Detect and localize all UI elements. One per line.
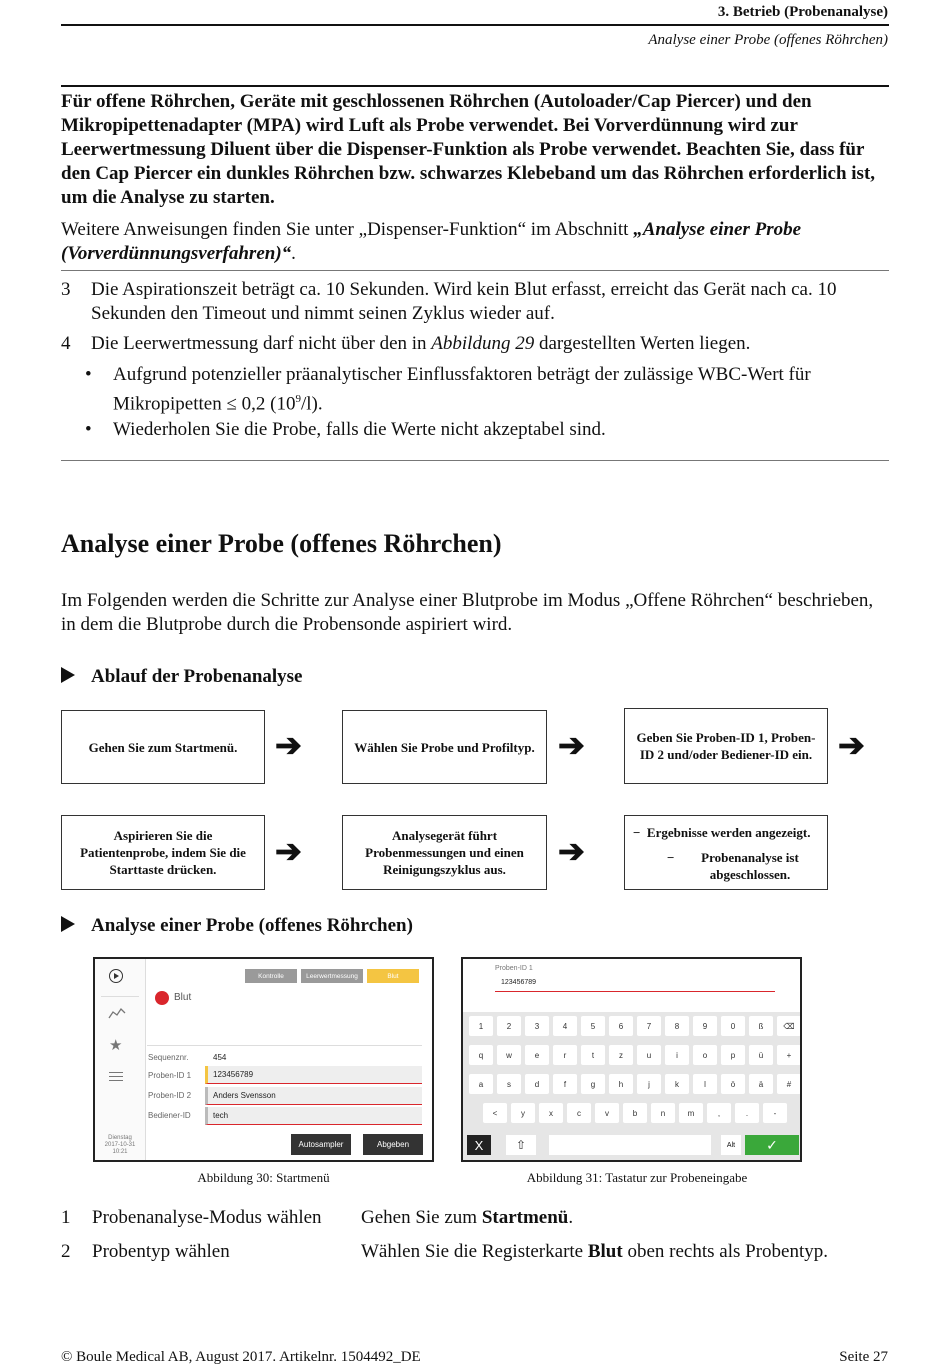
step-text: Die Aspirationszeit beträgt ca. 10 Sekunden. Wird kein Blut erfasst, erreicht das Gerät nach ca. 10 Sekunden den Timeout und nimmt seinen Zyklus wieder auf. [91,279,837,324]
table-row-num: 2 [61,1241,71,1262]
bullet-text: Aufgrund potenzieller präanalytischer Einflussfaktoren beträgt der zulässige WBC-Wert für Mikropipetten ≤ 0,2 $(10^9/l)$. [113,364,811,415]
keyboard-key[interactable]: r [553,1045,577,1065]
bullet-item [85,363,885,416]
keyboard-key[interactable]: ß [749,1016,773,1036]
section-header: Analyse einer Probe (offenes Röhrchen) [648,32,888,48]
keyboard-key[interactable]: ⌫ [777,1016,801,1036]
bold-note: Für offene Röhrchen, Geräte mit geschlossenen Röhrchen (Autoloader/Cap Piercer) und den Mikropipettenadapter (MPA) wird Luft als Probe verwendet. Bei Vorverdünnung wird zur Leerwertmessung Diluent über die Dispenser-Funktion als Probe verwendet. Beachten Sie, dass für den Cap Piercer ein dunkles Röhrchen bzw. schwarzes Klebeband um das Röhrchen erforderlich ist, um die Analyse zu starten. [61,91,876,208]
flow-step-6 [624,815,828,890]
keyboard-key[interactable]: f [553,1074,577,1094]
field-label: Sequenznr. [148,1053,189,1062]
menu-icon[interactable] [109,1072,123,1081]
flow-step-2: Wählen Sie Probe und Profiltyp. [342,710,547,784]
field-label: Proben-ID 1 [148,1071,192,1080]
keyboard-key[interactable]: x [539,1103,563,1123]
keyboard-key[interactable]: 8 [665,1016,689,1036]
star-icon[interactable]: ★ [109,1037,123,1054]
keyboard-key[interactable]: 2 [497,1016,521,1036]
flow-step-4: Aspirieren Sie die Patientenprobe, indem Sie die Starttaste drücken. [61,815,265,890]
reference-paragraph [61,218,889,266]
keyboard-key[interactable]: d [525,1074,549,1094]
divider [61,460,889,461]
keyboard-key[interactable]: 7 [637,1016,661,1036]
step-number: 4 [61,333,71,354]
date-time: Dienstag 2017-10-31 10:21 [104,1135,136,1155]
confirm-key[interactable]: ✓ [745,1135,799,1155]
bullet-icon: • [85,364,92,385]
side-nav [95,959,146,1160]
keyboard-key[interactable]: ä [749,1074,773,1094]
chapter-header: 3. Betrieb (Probenanalyse) [717,4,888,20]
table-row-action: Gehen Sie zum Startmenü. [361,1207,574,1228]
intro-paragraph: Im Folgenden werden die Schritte zur Analyse einer Blutprobe im Modus „Offene Röhrchen“ beschrieben, in dem die Blutprobe durch die Probensonde aspiriert wird. [61,590,874,635]
keyboard-key[interactable]: j [637,1074,661,1094]
keyboard-key[interactable]: l [693,1074,717,1094]
keyboard-key[interactable]: e [525,1045,549,1065]
figure-reference[interactable]: Abbildung 29 [431,333,535,354]
keyboard-key[interactable]: w [497,1045,521,1065]
bullet-text: Wiederholen Sie die Probe, falls die Werte nicht akzeptabel sind. [113,419,606,440]
footer-copyright: © Boule Medical AB, August 2017. Artikelnr. 1504492_DE [61,1349,421,1365]
section-title: Analyse einer Probe (offenes Röhrchen) [61,529,502,558]
keyboard-key[interactable]: i [665,1045,689,1065]
figure-caption: Abbildung 31: Tastatur zur Probeneingabe [526,1170,748,1185]
keyboard-key[interactable]: 1 [469,1016,493,1036]
keyboard-key[interactable]: o [693,1045,717,1065]
arrow-right-icon: ➔ [838,727,865,763]
keyboard-key[interactable]: ü [749,1045,773,1065]
flow-step-3: Geben Sie Proben-ID 1, Proben-ID 2 und/oder Bediener-ID ein. [624,708,828,784]
keyboard-key[interactable]: 4 [553,1016,577,1036]
close-key[interactable]: X [467,1135,491,1155]
keyboard-key[interactable]: v [595,1103,619,1123]
table-row-action: Wählen Sie die Registerkarte Blut oben rechts als Probentyp. [361,1241,828,1262]
keyboard-key[interactable]: c [567,1103,591,1123]
keyboard-key[interactable]: u [637,1045,661,1065]
procedure-heading: Ablauf der Probenanalyse [61,666,303,688]
space-key[interactable] [549,1135,711,1155]
play-triangle-icon [61,667,75,683]
step-text: Die Leerwertmessung darf nicht über den in Abbildung 29 dargestellten Werten liegen. [91,333,751,354]
keyboard-key[interactable]: , [707,1103,731,1123]
keyboard-key[interactable]: z [609,1045,633,1065]
keyboard-key[interactable]: s [497,1074,521,1094]
keyboard-key[interactable]: 3 [525,1016,549,1036]
alt-key[interactable]: Alt [721,1135,741,1155]
keyboard-key[interactable]: b [623,1103,647,1123]
field-label: Proben-ID 1 [495,965,533,972]
keyboard-key[interactable]: + [777,1045,801,1065]
reference-link[interactable]: „Analyse einer Probe (Vorverdünnungsverfahren)“ [61,219,802,264]
play-triangle-icon [61,916,75,932]
sample-type-panel [147,987,422,1046]
keyboard-key[interactable]: . [735,1103,759,1123]
keyboard-key[interactable]: y [511,1103,535,1123]
sample-id-2-input[interactable]: Anders Svensson [205,1087,422,1105]
tab-blut[interactable]: Blut [367,969,419,983]
reference-end: . [291,243,296,264]
keyboard-key[interactable]: h [609,1074,633,1094]
bullet-item [85,418,885,442]
keyboard-key[interactable]: < [483,1103,507,1123]
field-label: Proben-ID 2 [148,1091,192,1100]
keyboard-key[interactable]: # [777,1074,801,1094]
keyboard-key[interactable]: a [469,1074,493,1094]
screenshot-keyboard [461,957,802,1162]
keyboard-key[interactable]: 9 [693,1016,717,1036]
keyboard-key[interactable]: 5 [581,1016,605,1036]
table-row-num: 1 [61,1207,71,1228]
step-3 [61,278,889,326]
keyboard-key[interactable]: q [469,1045,493,1065]
field-label: Bediener-ID [148,1111,191,1120]
keyboard-key[interactable]: p [721,1045,745,1065]
keyboard-key[interactable]: 6 [609,1016,633,1036]
operator-id-input[interactable]: tech [205,1107,422,1125]
flow-step-5: Analysegerät führt Probenmessungen und einen Reinigungszyklus aus. [342,815,547,890]
keyboard-key[interactable]: k [665,1074,689,1094]
tab-kontrolle[interactable]: Kontrolle [245,969,297,983]
autosampler-button[interactable]: Autosampler [291,1134,351,1155]
reference-text: Weitere Anweisungen finden Sie unter „Dispenser-Funktion“ im Abschnitt [61,219,634,240]
blood-drop-icon [155,991,169,1005]
keyboard-key[interactable]: - [763,1103,787,1123]
sample-id-1-input[interactable]: 123456789 [205,1066,422,1084]
arrow-right-icon: ➔ [558,727,585,763]
arrow-right-icon: ➔ [558,833,585,869]
table-row-step: Probentyp wählen [92,1241,230,1262]
screenshot-start-menu [93,957,434,1162]
divider [61,270,889,271]
arrow-right-icon: ➔ [275,727,302,763]
chart-icon[interactable] [108,1007,126,1019]
page-number: Seite 27 [839,1349,888,1365]
sequence-value: 454 [213,1053,227,1062]
sample-id-input[interactable]: 123456789 [495,976,775,992]
play-circle-icon[interactable] [109,969,123,983]
keyboard-key[interactable]: t [581,1045,605,1065]
figure-caption: Abbildung 30: Startmenü [197,1170,330,1185]
result-line: − Probenanalyse ist abgeschlossen. [667,850,799,882]
keyboard-key[interactable]: 0 [721,1016,745,1036]
shift-key-icon[interactable]: ⇧ [506,1135,536,1155]
arrow-right-icon: ➔ [275,833,302,869]
keyboard [463,1012,800,1160]
step-number: 3 [61,279,71,300]
flow-step-1: Gehen Sie zum Startmenü. [61,710,265,784]
bullet-icon: • [85,419,92,440]
header-rule [61,24,889,26]
keyboard-key[interactable]: n [651,1103,675,1123]
note-rule [61,85,889,87]
submit-button[interactable]: Abgeben [363,1134,423,1155]
keyboard-key[interactable]: g [581,1074,605,1094]
table-row-step: Probenanalyse-Modus wählen [92,1207,322,1228]
step-4 [61,332,889,356]
sample-type-label: Blut [174,992,192,1003]
keyboard-key[interactable]: ö [721,1074,745,1094]
keyboard-key[interactable]: m [679,1103,703,1123]
result-line: − Ergebnisse werden angezeigt. [633,825,811,840]
procedure-heading: Analyse einer Probe (offenes Röhrchen) [61,915,413,937]
tab-leerwertmessung[interactable]: Leerwertmessung [301,969,363,983]
